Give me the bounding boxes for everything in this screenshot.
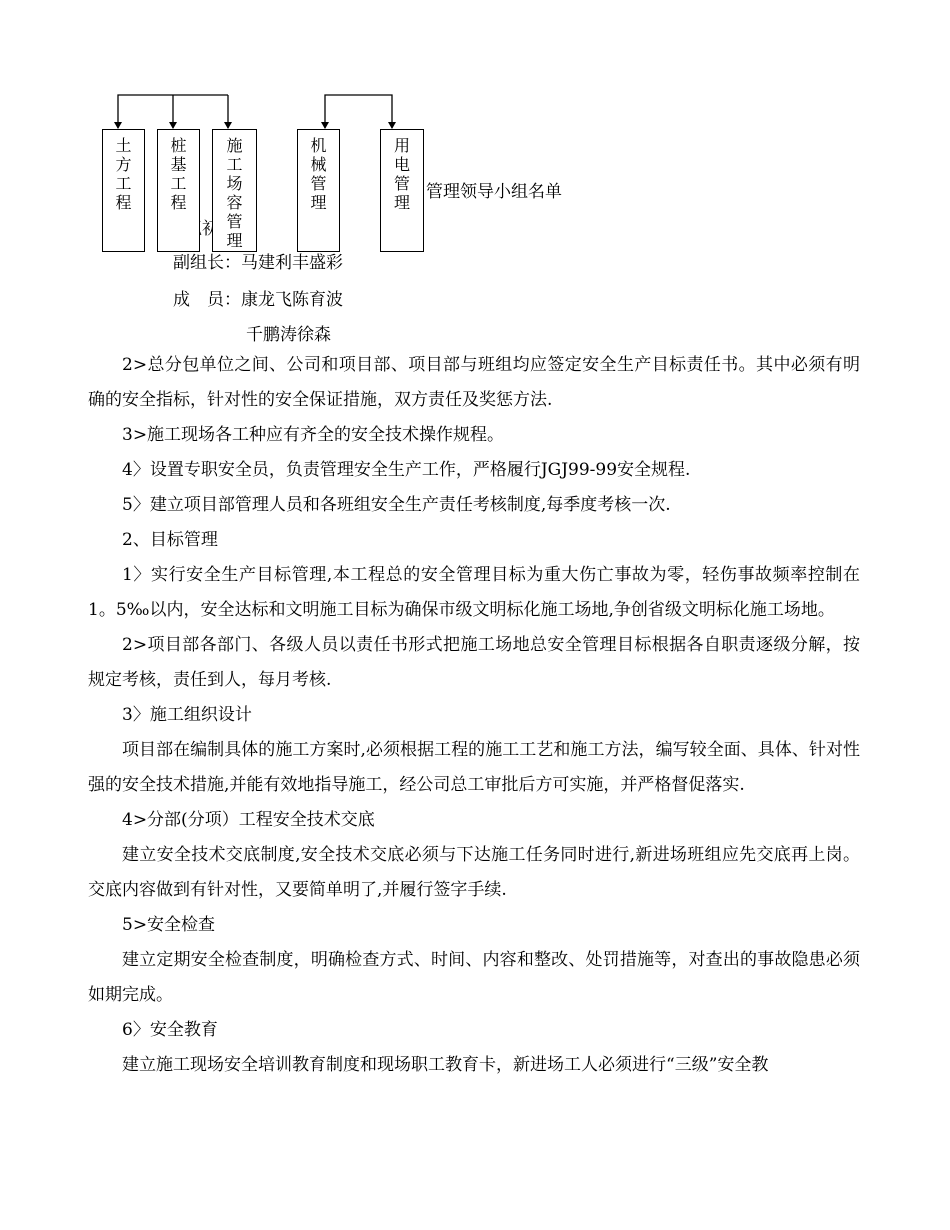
paragraph: 4〉设置专职安全员，负责管理安全生产工作，严格履行JGJ99-99安全规程.	[122, 460, 691, 480]
org-box-label: 用电管理	[394, 136, 411, 212]
deputy-leader-line: 副组长：马建利丰盛彩	[173, 253, 343, 273]
members-line-2: 千鹏涛徐森	[246, 325, 331, 345]
org-diagram	[0, 0, 950, 260]
org-box-label: 桩基工程	[170, 136, 187, 212]
paragraph: 5〉建立项目部管理人员和各班组安全生产责任考核制度,每季度考核一次.	[122, 495, 671, 515]
paragraph: 1〉实行安全生产目标管理,本工程总的安全管理目标为重大伤亡事故为零，轻伤事故频率控制在1。5‰以内，安全达标和文明施工目标为确保市级文明标化施工场地,争创省级文明标化施工场地。	[88, 565, 860, 620]
title-fragment: 管理领导小组名单	[426, 182, 562, 202]
subsection-heading: 6〉安全教育	[122, 1020, 218, 1040]
paragraph: 2>项目部各部门、各级人员以责任书形式把施工场地总安全管理目标根据各自职责逐级分解，按规定考核，责任到人，每月考核.	[88, 635, 860, 690]
org-box-earthwork	[102, 129, 145, 252]
org-box-electricity	[380, 129, 424, 252]
org-box-machinery	[297, 129, 340, 252]
subsection-heading: 4>分部(分项）工程安全技术交底	[122, 810, 375, 830]
section-heading: 2、目标管理	[122, 530, 218, 550]
subsection-heading: 5>安全检查	[122, 915, 216, 935]
paragraph: 建立安全技术交底制度,安全技术交底必须与下达施工任务同时进行,新进场班组应先交底再上岗。交底内容做到有针对性，又要简单明了,并履行签字手续.	[88, 845, 860, 900]
document-body	[88, 348, 860, 1083]
members-line: 成 员：康龙飞陈育波	[173, 290, 343, 310]
paragraph: 3>施工现场各工种应有齐全的安全技术操作规程。	[122, 425, 505, 445]
org-box-pile-foundation	[157, 129, 200, 252]
paragraph: 2>总分包单位之间、公司和项目部、项目部与班组均应签定安全生产目标责任书。其中必须有明确的安全指标，针对性的安全保证措施，双方责任及奖惩方法.	[88, 355, 860, 410]
subsection-heading: 3〉施工组织设计	[122, 705, 252, 725]
org-box-site-management	[212, 129, 257, 252]
paragraph: 建立定期安全检查制度，明确检查方式、时间、内容和整改、处罚措施等，对查出的事故隐患必须如期完成。	[88, 950, 860, 1005]
org-box-label: 机械管理	[310, 136, 327, 212]
org-box-label: 土方工程	[115, 136, 132, 212]
paragraph: 建立施工现场安全培训教育制度和现场职工教育卡，新进场工人必须进行“三级”安全教	[122, 1055, 769, 1075]
org-box-label: 施工场容管理	[226, 136, 243, 250]
paragraph: 项目部在编制具体的施工方案时,必须根据工程的施工工艺和施工方法，编写较全面、具体、针对性强的安全技术措施,并能有效地指导施工，经公司总工审批后方可实施，并严格督促落实.	[88, 740, 860, 795]
